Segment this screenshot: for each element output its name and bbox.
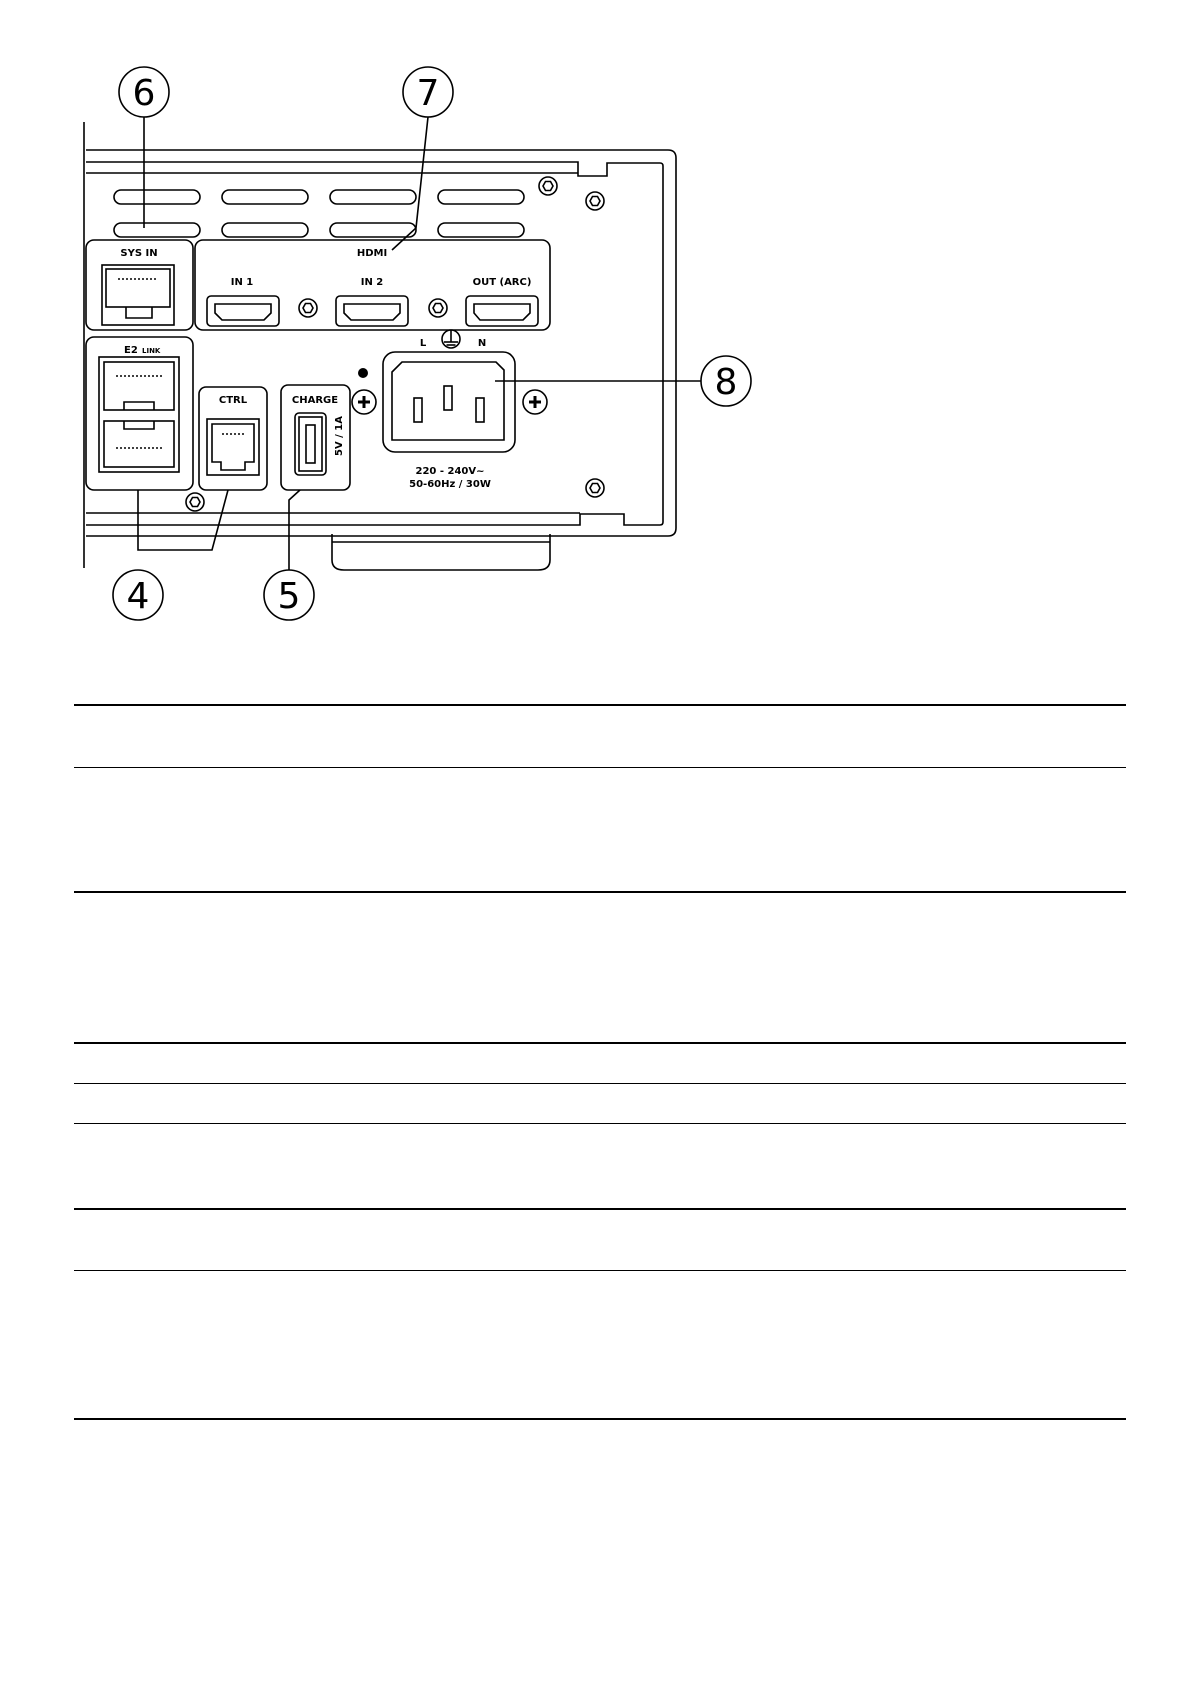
callout-number-7: 7: [416, 73, 440, 114]
usb-port-icon: [295, 413, 326, 475]
screw-icon: [186, 493, 204, 511]
hdmi-in1-label: IN 1: [230, 277, 254, 288]
leader-line-7: [392, 117, 428, 250]
e2-label: E2: [124, 345, 138, 356]
hdmi-port-icon: [466, 296, 538, 326]
hdmi-port-icon: [207, 296, 279, 326]
screw-icon: [429, 299, 447, 317]
charge-label: CHARGE: [291, 395, 339, 406]
device-foot: [332, 534, 550, 570]
table-rule: [74, 704, 1126, 706]
table-rule: [74, 1123, 1126, 1124]
rj45-port-icon: [99, 357, 179, 472]
mounting-plus-icon: [523, 390, 547, 414]
table-rule: [74, 767, 1126, 768]
callout-number-6: 6: [132, 73, 156, 114]
screw-icon: [539, 177, 557, 195]
power-n-label: N: [477, 338, 487, 349]
leader-line-5: [289, 490, 300, 570]
power-l-label: L: [419, 338, 427, 349]
callout-number-8: 8: [714, 362, 738, 403]
hdmi-label: HDMI: [356, 248, 388, 259]
leader-line-4: [138, 490, 228, 550]
power-rating-label: 50-60Hz / 30W: [409, 479, 491, 490]
charge-rating-label: 5V / 1A: [334, 415, 345, 456]
mounting-plus-icon: [352, 390, 376, 414]
e2-link-label: LINK: [142, 347, 161, 355]
screw-icon: [586, 479, 604, 497]
table-rule: [74, 1083, 1126, 1084]
power-voltage-label: 220 - 240V~: [415, 466, 485, 477]
power-inlet: [383, 352, 515, 452]
vent-slots: [114, 190, 524, 237]
callout-number-5: 5: [277, 576, 301, 617]
iec-socket: [392, 362, 504, 440]
screw-icon: [299, 299, 317, 317]
table-rule: [74, 1270, 1126, 1271]
chassis-inner-outline: [86, 162, 663, 525]
screw-icon: [586, 192, 604, 210]
table-rule: [74, 1208, 1126, 1210]
ground-icon: [442, 330, 460, 348]
chassis-outline: [86, 150, 676, 536]
indicator-dot: [358, 368, 368, 378]
rear-panel-diagram: [0, 0, 1191, 640]
hdmi-in2-label: IN 2: [360, 277, 384, 288]
sys-in-label: SYS IN: [120, 248, 158, 259]
callout-number-4: 4: [126, 576, 150, 617]
hdmi-port-icon: [336, 296, 408, 326]
table-rule: [74, 891, 1126, 893]
rj45-port-icon: [102, 265, 174, 325]
hdmi-out-label: OUT (ARC): [472, 277, 532, 288]
ctrl-label: CTRL: [218, 395, 248, 406]
table-rule: [74, 1042, 1126, 1044]
rj12-port-icon: [207, 419, 259, 475]
table-rule: [74, 1418, 1126, 1420]
